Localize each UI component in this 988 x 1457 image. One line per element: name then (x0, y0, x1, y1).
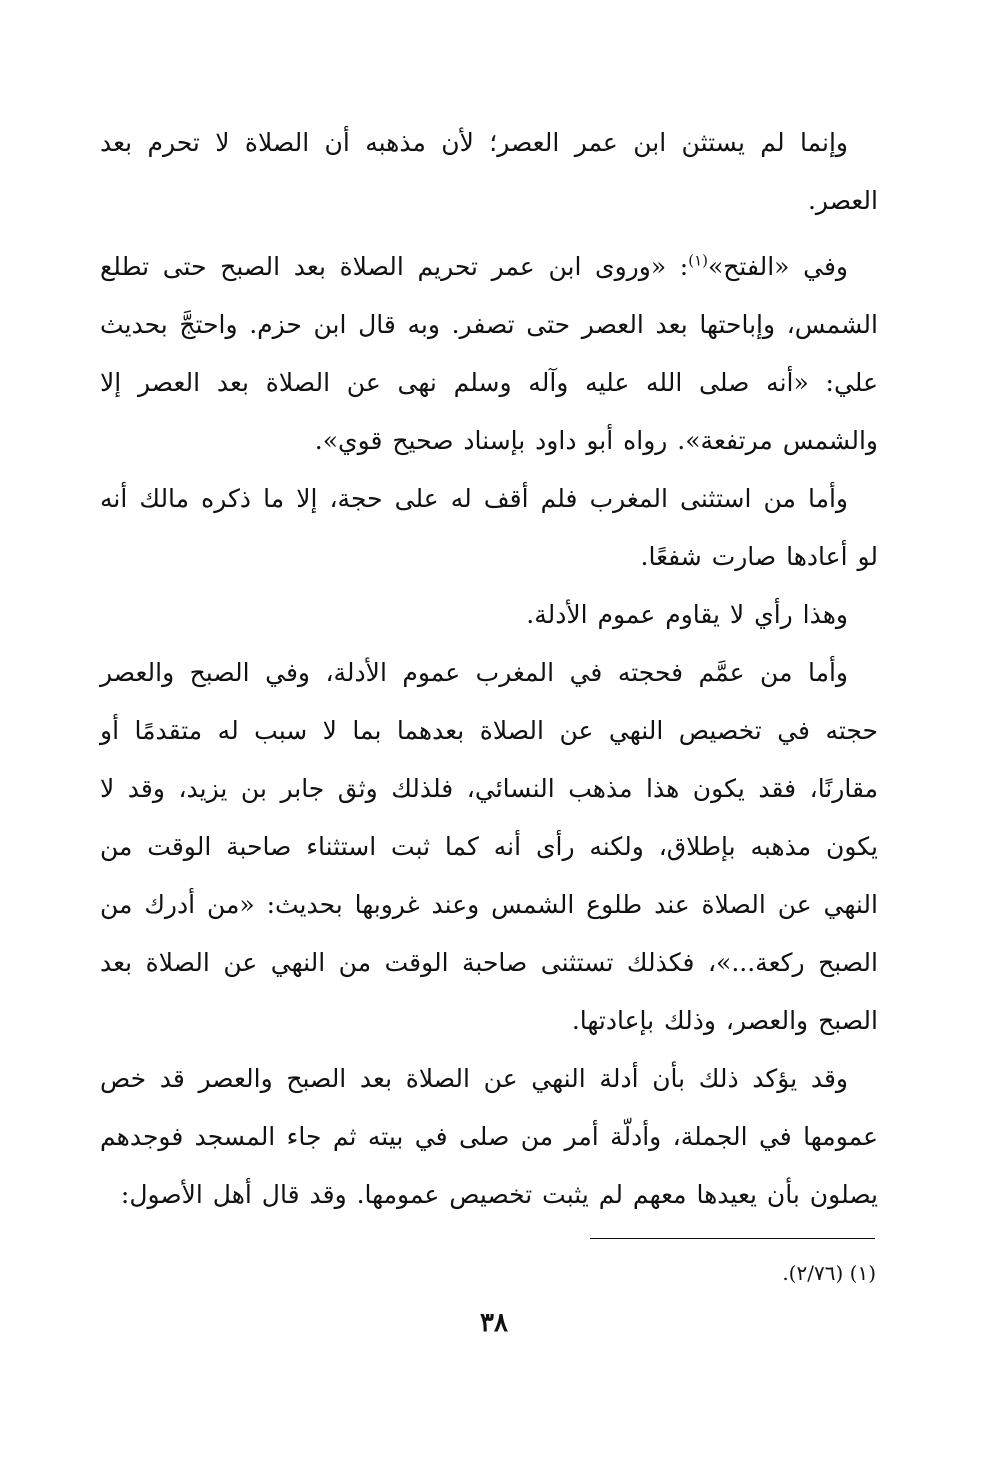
paragraph-maghrib-exception: وأما من استثنى المغرب فلم أقف له على حجة، إلا ما ذكره مالك أنه لو أعادها صارت شفعًا. (100, 484, 878, 571)
paragraph-confirmation: وقد يؤكد ذلك بأن أدلة النهي عن الصلاة بعد الصبح والعصر قد خص عمومها في الجملة، وأدلّة أمر من صلى في بيته ثم جاء المسجد فوجدهم يصلون بأن يعيدها معهم لم يثبت تخصيص عمومها. وقد قال أهل الأصول: (100, 1064, 878, 1209)
paragraph-fath-quote (100, 238, 878, 470)
page-number: ٣٨ (480, 1308, 508, 1338)
fath-citation: وفي «الفتح» (707, 252, 848, 281)
paragraph-generalization: وأما من عمَّم فحجته في المغرب عموم الأدلة، وفي الصبح والعصر حجته في تخصيص النهي عن الصلاة بعدهما بما لا سبب له متقدمًا أو مقارنًا، فقد يكون هذا مذهب النسائي، فلذلك وثق جابر بن يزيد، وقد لا يكون مذهبه بإطلاق، ولكنه رأى أنه كما ثبت استثناء صاحبة الوقت من النهي عن الصلاة عند طلوع الشمس وعند غروبها بحديث: «من أدرك من الصبح ركعة...»، فكذلك تستثنى صاحبة الوقت من النهي عن الصلاة بعد الصبح والعصر، وذلك بإعادتها. (100, 658, 878, 1035)
paragraph-opinion: وهذا رأي لا يقاوم عموم الأدلة. (526, 600, 848, 629)
footnote-divider (590, 1238, 875, 1239)
body-text (100, 114, 878, 1224)
fath-quote-text: : «وروى ابن عمر تحريم الصلاة بعد الصبح حتى تطلع الشمس، وإباحتها بعد العصر حتى تصفر. وبه قال ابن حزم. واحتجَّ بحديث علي: «أنه صلى الله عليه وآله وسلم نهى عن الصلاة بعد العصر إلا والشمس مرتفعة». رواه أبو داود بإسناد صحيح قوي». (100, 252, 878, 455)
footnote-reference[interactable]: (١) (688, 251, 708, 270)
paragraph-ibn-umar: وإنما لم يستثن ابن عمر العصر؛ لأن مذهبه أن الصلاة لا تحرم بعد العصر. (100, 128, 878, 215)
footnote: (١) (٢/٧٦). (782, 1261, 876, 1285)
